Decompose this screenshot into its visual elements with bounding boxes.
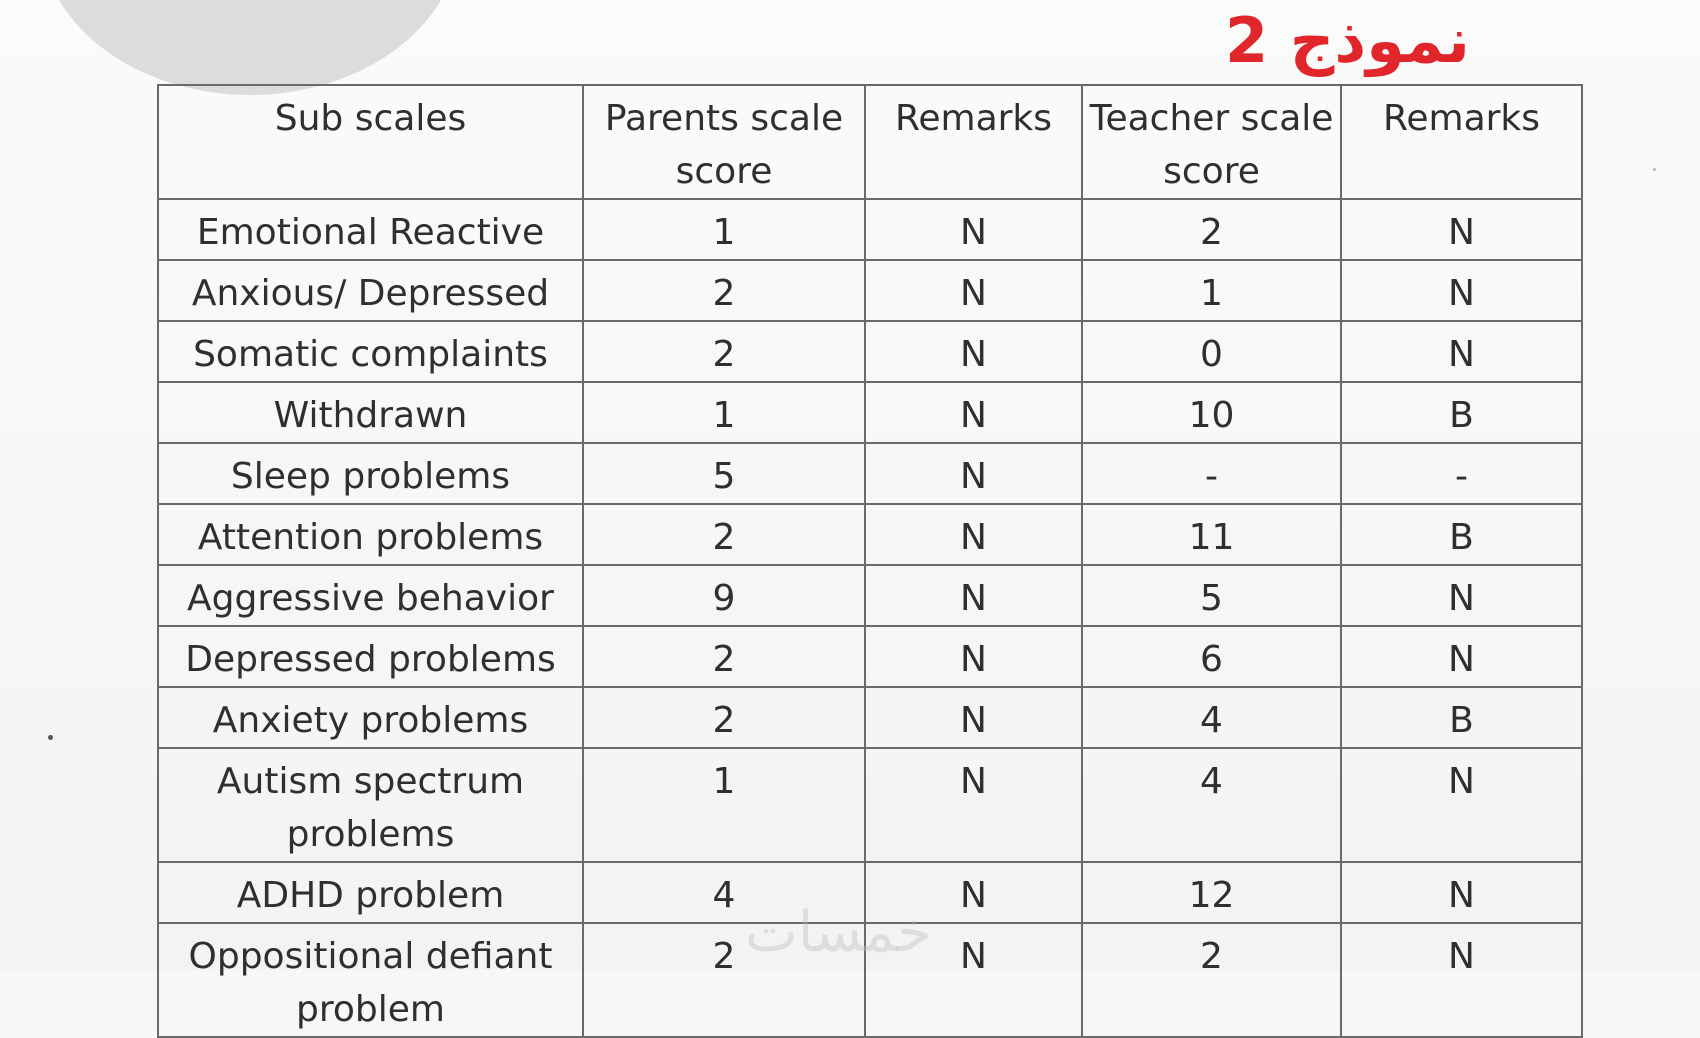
parents-score-cell: 2 [583, 260, 865, 321]
form-heading: نموذج 2 [1225, 4, 1470, 77]
teacher-remark-cell: N [1341, 565, 1582, 626]
parents-score-cell: 1 [583, 748, 865, 862]
parents-remark-cell: N [865, 923, 1082, 1037]
teacher-remark-cell: B [1341, 687, 1582, 748]
table-row [158, 321, 1582, 382]
table-header-row [158, 85, 1582, 199]
parents-remark-cell: N [865, 687, 1082, 748]
table-row [158, 199, 1582, 260]
teacher-remark-cell: N [1341, 748, 1582, 862]
parents-score-cell: 2 [583, 321, 865, 382]
teacher-score-cell: 12 [1082, 862, 1341, 923]
teacher-score-cell: 1 [1082, 260, 1341, 321]
sub-scale-cell: Somatic complaints [158, 321, 583, 382]
teacher-score-cell: - [1082, 443, 1341, 504]
sub-scale-cell: Emotional Reactive [158, 199, 583, 260]
parents-remark-cell: N [865, 382, 1082, 443]
parents-score-cell: 5 [583, 443, 865, 504]
teacher-score-cell: 6 [1082, 626, 1341, 687]
teacher-score-cell: 2 [1082, 923, 1341, 1037]
table-row [158, 748, 1582, 862]
parents-remark-cell: N [865, 199, 1082, 260]
teacher-remark-cell: B [1341, 382, 1582, 443]
scores-table [157, 84, 1583, 1038]
parents-remark-cell: N [865, 321, 1082, 382]
parents-remark-cell: N [865, 862, 1082, 923]
parents-score-cell: 2 [583, 504, 865, 565]
teacher-remark-cell: N [1341, 862, 1582, 923]
parents-remark-cell: N [865, 260, 1082, 321]
table-row [158, 687, 1582, 748]
table-row [158, 626, 1582, 687]
table-row [158, 504, 1582, 565]
teacher-remark-cell: B [1341, 504, 1582, 565]
sub-scale-cell: Anxious/ Depressed [158, 260, 583, 321]
parents-score-cell: 1 [583, 199, 865, 260]
teacher-remark-cell: N [1341, 321, 1582, 382]
parents-score-cell: 2 [583, 626, 865, 687]
watermark-text: خمسات [745, 900, 932, 965]
parents-remark-cell: N [865, 748, 1082, 862]
sub-scale-cell: Sleep problems [158, 443, 583, 504]
parents-score-cell: 2 [583, 923, 865, 1037]
teacher-score-cell: 4 [1082, 687, 1341, 748]
table-row [158, 382, 1582, 443]
teacher-score-cell: 0 [1082, 321, 1341, 382]
teacher-remark-cell: N [1341, 260, 1582, 321]
teacher-remark-cell: N [1341, 199, 1582, 260]
header-teacher-remarks: Remarks [1341, 85, 1582, 199]
teacher-score-cell: 5 [1082, 565, 1341, 626]
sub-scale-cell: Aggressive behavior [158, 565, 583, 626]
header-parents-score: Parents scale score [583, 85, 865, 199]
paper-speck [1653, 168, 1656, 171]
teacher-remark-cell: N [1341, 626, 1582, 687]
teacher-remark-cell: - [1341, 443, 1582, 504]
sub-scale-cell: Autism spectrum problems [158, 748, 583, 862]
header-parents-remarks: Remarks [865, 85, 1082, 199]
sub-scale-cell: Depressed problems [158, 626, 583, 687]
parents-remark-cell: N [865, 504, 1082, 565]
parents-remark-cell: N [865, 565, 1082, 626]
teacher-score-cell: 2 [1082, 199, 1341, 260]
sub-scale-cell: Oppositional defiant problem [158, 923, 583, 1037]
parents-score-cell: 4 [583, 862, 865, 923]
header-sub-scales: Sub scales [158, 85, 583, 199]
table-row [158, 565, 1582, 626]
corner-decoration [40, 0, 460, 95]
parents-remark-cell: N [865, 443, 1082, 504]
table-row [158, 443, 1582, 504]
sub-scale-cell: Attention problems [158, 504, 583, 565]
teacher-score-cell: 10 [1082, 382, 1341, 443]
parents-score-cell: 9 [583, 565, 865, 626]
teacher-score-cell: 4 [1082, 748, 1341, 862]
teacher-remark-cell: N [1341, 923, 1582, 1037]
header-teacher-score: Teacher scale score [1082, 85, 1341, 199]
sub-scale-cell: Withdrawn [158, 382, 583, 443]
sub-scale-cell: ADHD problem [158, 862, 583, 923]
table-row [158, 260, 1582, 321]
sub-scale-cell: Anxiety problems [158, 687, 583, 748]
parents-score-cell: 2 [583, 687, 865, 748]
teacher-score-cell: 11 [1082, 504, 1341, 565]
paper-speck [48, 735, 53, 740]
parents-score-cell: 1 [583, 382, 865, 443]
parents-remark-cell: N [865, 626, 1082, 687]
